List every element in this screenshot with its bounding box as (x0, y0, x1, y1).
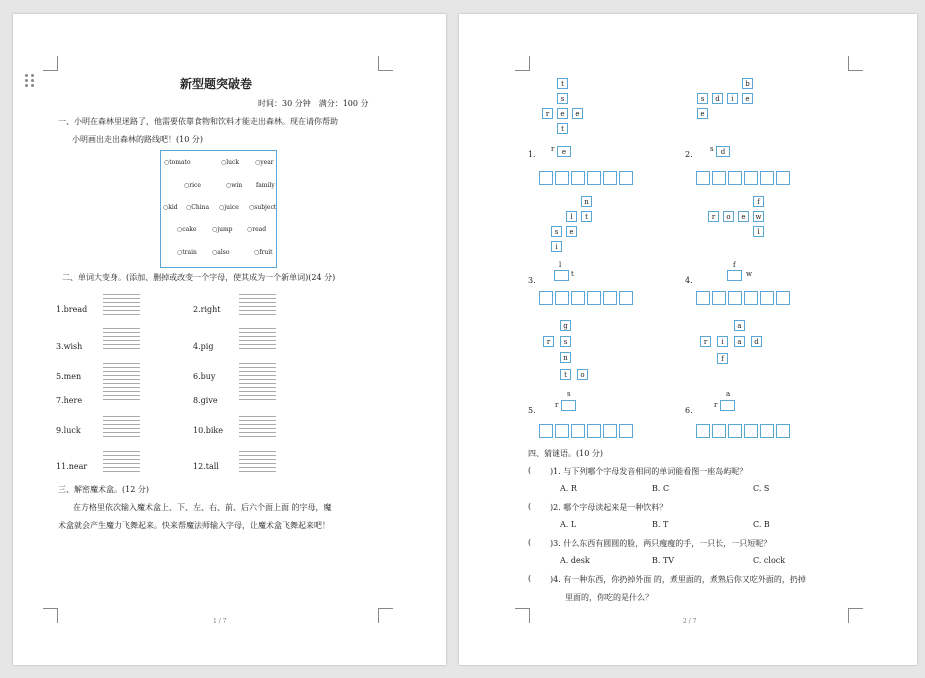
answer-grid (539, 291, 635, 305)
maze-word: ○China (186, 204, 210, 211)
option-a: A. desk (560, 556, 590, 565)
maze-word: ○subject (249, 204, 277, 211)
net-cell: e (738, 211, 749, 222)
net-cell: o (723, 211, 734, 222)
item-label: 2. (685, 150, 693, 159)
net-cell: e (557, 108, 568, 119)
net-cell: r (708, 211, 719, 222)
net-cell: d (712, 93, 723, 104)
answer-grid (696, 171, 792, 185)
option-b: B. T (652, 520, 669, 529)
net-cell: i (727, 93, 738, 104)
answer-grid (696, 291, 792, 305)
answer-lines (239, 416, 276, 440)
option-a: A. R (560, 484, 577, 493)
question-4-heading: 四、猜谜语。(10 分) (528, 449, 603, 458)
word-item: 12.tall (193, 462, 219, 471)
net-cell: l (753, 226, 764, 237)
item-label: 6. (685, 406, 693, 415)
word-item: 4.pig (193, 342, 214, 351)
answer-lines (103, 451, 140, 475)
net-cell: w (753, 211, 764, 222)
riddle-question: )2. 哪个字母读起来是一种饮料？ (550, 503, 668, 512)
riddle-question-line-2: 里面的，你吃的是什么？ (565, 593, 653, 602)
net-cell: i (551, 241, 562, 252)
cube-letter: s (710, 145, 714, 153)
answer-paren: ( (528, 574, 532, 583)
maze-word: ○juice (219, 204, 239, 211)
question-3-line-2: 术盒就会产生魔力飞舞起来。快来帮魔法师输入字母，让魔术盒飞舞起来吧！ (58, 521, 330, 530)
item-label: 1. (528, 150, 536, 159)
maze-word: ○tomato (164, 159, 191, 166)
word-item: 6.buy (193, 372, 216, 381)
option-a: A. L (560, 520, 577, 529)
net-cell: n (560, 352, 571, 363)
maze-word: ○cake (177, 226, 197, 233)
net-cell: s (560, 336, 571, 347)
net-cell: e (742, 93, 753, 104)
net-cell: g (560, 320, 571, 331)
question-2-heading: 二、单词大变身。(添加、删掉或改变一个字母，使其成为一个新单词)(24 分) (62, 273, 336, 282)
net-cell: s (697, 93, 708, 104)
maze-word: ○fruit (254, 249, 273, 256)
answer-lines (103, 294, 140, 318)
net-cell: f (717, 353, 728, 364)
cube-letter: r (551, 145, 555, 153)
answer-paren: ( (528, 466, 532, 475)
net-cell: t (560, 369, 571, 380)
question-3-heading: 三、解密魔术盒。(12 分) (58, 485, 149, 494)
option-c: C. clock (753, 556, 786, 565)
answer-lines (239, 363, 276, 403)
answer-lines (103, 363, 140, 403)
word-item: 1.bread (56, 305, 88, 314)
net-cell: s (557, 93, 568, 104)
maze-word: ○jump (212, 226, 233, 233)
drag-handle-icon[interactable] (25, 74, 35, 88)
item-label: 5. (528, 406, 536, 415)
option-b: B. C (652, 484, 670, 493)
maze-word: ○year (255, 159, 274, 166)
net-cell: a (734, 336, 745, 347)
option-b: B. TV (652, 556, 675, 565)
crop-mark (848, 56, 863, 71)
cube-letter: r (555, 401, 559, 409)
maze-word: ○rice (184, 182, 201, 189)
word-item: 8.give (193, 396, 218, 405)
cube-letter: l (559, 261, 562, 269)
net-cell: r (700, 336, 711, 347)
word-item: 7.here (56, 396, 83, 405)
maze-word: family (256, 182, 275, 189)
exam-meta: 时间：30 分钟 满分：100 分 (258, 99, 369, 108)
cube-letter: a (726, 390, 731, 398)
answer-lines (239, 328, 276, 352)
cube-icon: e (557, 146, 571, 157)
cube-letter: r (714, 401, 718, 409)
net-cell: t (557, 123, 568, 134)
net-cell: r (542, 108, 553, 119)
answer-lines (239, 451, 276, 475)
word-item: 5.men (56, 372, 82, 381)
document-page-1 (13, 14, 446, 665)
document-page-2 (459, 14, 917, 665)
net-cell: n (581, 196, 592, 207)
crop-mark (43, 56, 58, 71)
answer-grid (539, 424, 635, 438)
word-item: 2.right (193, 305, 221, 314)
riddle-question: )1. 与下列哪个字母发音相同的单词能看图一座岛屿呢？ (550, 467, 748, 476)
net-cell: o (577, 369, 588, 380)
word-item: 9.luck (56, 426, 81, 435)
cube-icon (561, 400, 576, 411)
crop-mark (378, 608, 393, 623)
net-cell: t (581, 211, 592, 222)
net-cell: s (551, 226, 562, 237)
net-cell: e (697, 108, 708, 119)
net-cell: i (717, 336, 728, 347)
answer-paren: ( (528, 538, 532, 547)
riddle-question: )4. 有一种东西，你扔掉外面 的，煮里面的，煮熟后你又吃外面的，扔掉 (550, 575, 806, 584)
maze-word: ○kid (163, 204, 178, 211)
word-item: 11.near (56, 462, 88, 471)
item-label: 4. (685, 276, 693, 285)
page-number: 1 / 7 (213, 618, 227, 625)
cube-icon: d (716, 146, 730, 157)
item-label: 3. (528, 276, 536, 285)
word-item: 10.bike (193, 426, 223, 435)
answer-lines (103, 416, 140, 440)
crop-mark (43, 608, 58, 623)
cube-icon (727, 270, 742, 281)
crop-mark (515, 608, 530, 623)
answer-grid (539, 171, 635, 185)
net-cell: t (557, 78, 568, 89)
question-1-line-2: 小明画出走出森林的路线吧！(10 分) (72, 135, 203, 144)
riddle-question: )3. 什么东西有圆圆的脸，两只瘦瘦的手，一只长，一只短呢？ (550, 539, 772, 548)
answer-lines (103, 328, 140, 352)
question-3-line-1: 在方格里依次输入魔术盒上、下、左、右、前、后六个面上面 的字母，魔 (73, 503, 332, 512)
crop-mark (848, 608, 863, 623)
maze-word: ○read (247, 226, 267, 233)
answer-lines (239, 294, 276, 318)
option-c: C. B (753, 520, 770, 529)
cube-icon (554, 270, 569, 281)
maze-box (160, 150, 277, 268)
word-item: 3.wish (56, 342, 83, 351)
option-c: C. S (753, 484, 770, 493)
maze-word: ○luck (221, 159, 240, 166)
cube-letter: f (733, 261, 736, 269)
crop-mark (515, 56, 530, 71)
net-cell: a (734, 320, 745, 331)
net-cell: e (572, 108, 583, 119)
maze-word: ○win (226, 182, 243, 189)
net-cell: l (566, 211, 577, 222)
cube-letter: w (746, 270, 752, 278)
net-cell: d (751, 336, 762, 347)
maze-word: ○also (212, 249, 230, 256)
net-cell: f (753, 196, 764, 207)
page-number: 2 / 7 (683, 618, 697, 625)
crop-mark (378, 56, 393, 71)
cube-letter: s (567, 390, 571, 398)
net-cell: r (543, 336, 554, 347)
cube-icon (720, 400, 735, 411)
cube-letter: t (571, 270, 574, 278)
question-1-line-1: 一、小明在森林里迷路了，他需要依靠食物和饮料才能走出森林。现在请你帮助 (58, 117, 338, 126)
answer-grid (696, 424, 792, 438)
maze-word: ○train (177, 249, 197, 256)
net-cell: b (742, 78, 753, 89)
net-cell: e (566, 226, 577, 237)
page-title: 新型题突破卷 (180, 77, 253, 91)
answer-paren: ( (528, 502, 532, 511)
